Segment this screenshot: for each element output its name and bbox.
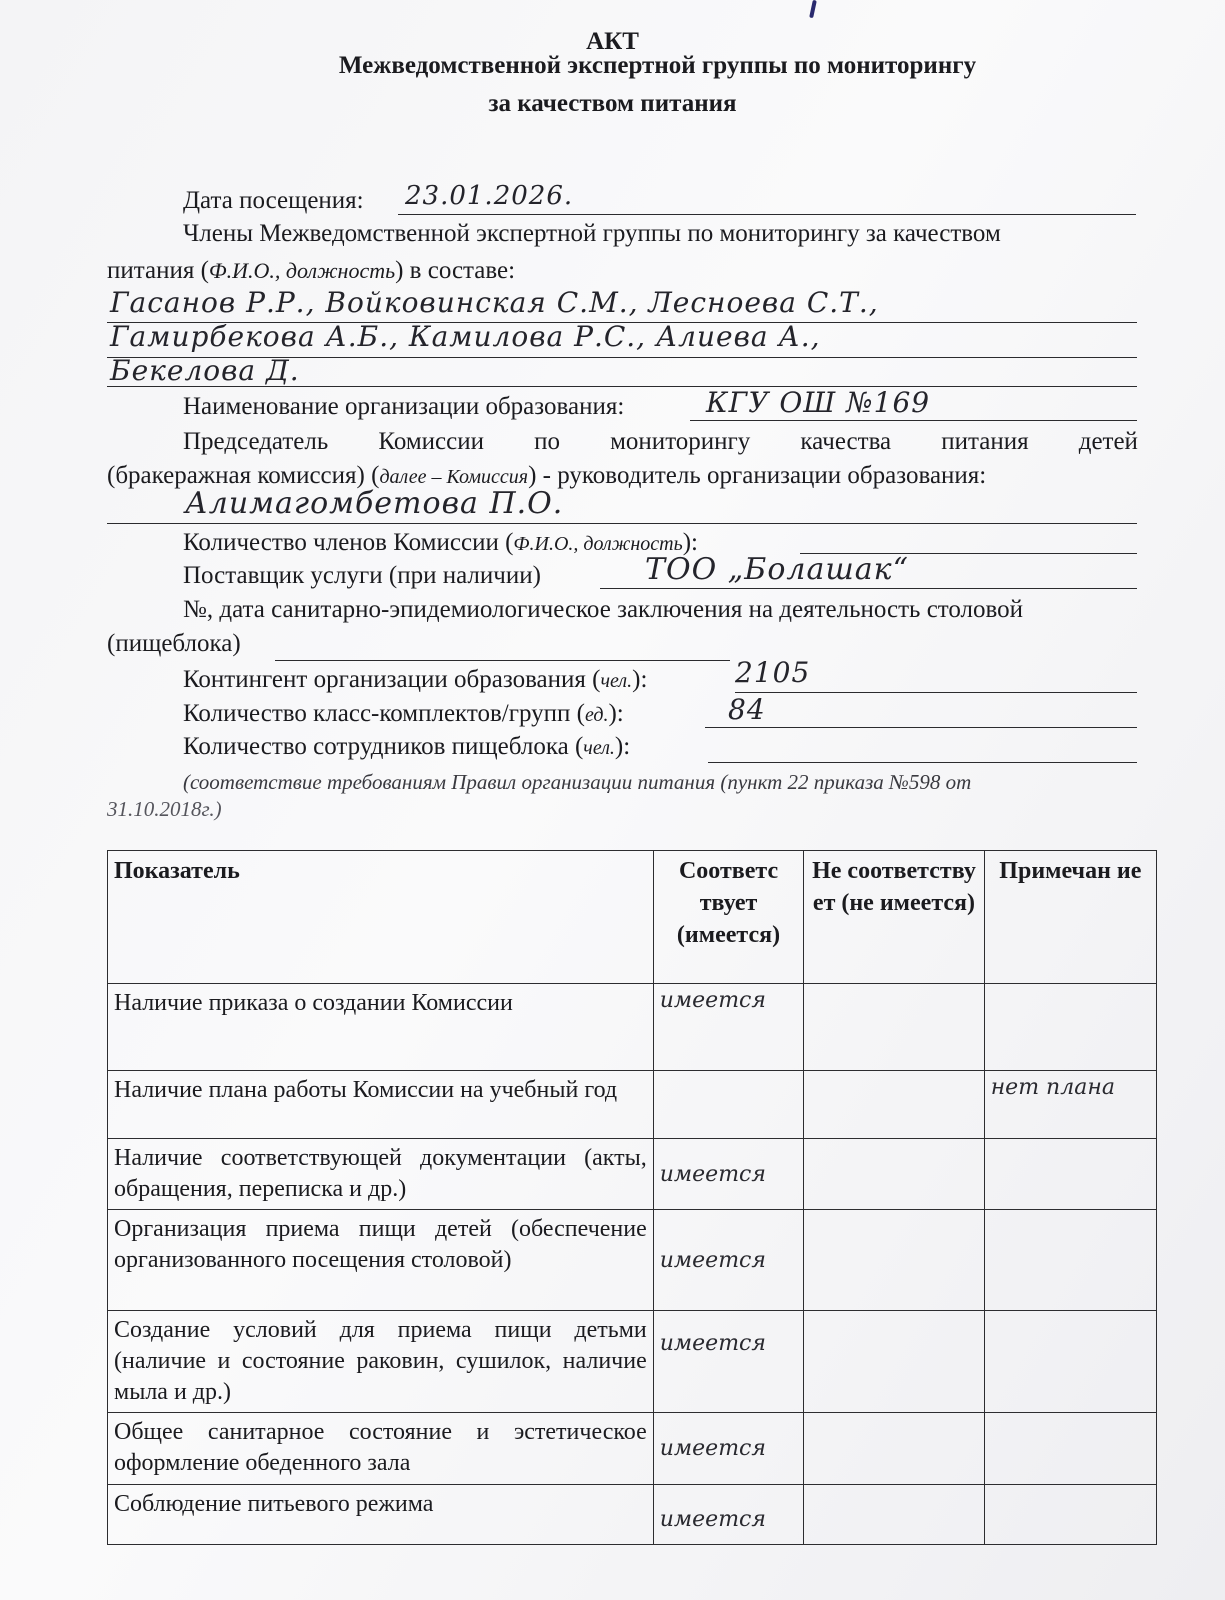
commission-count-text-post: ):	[682, 529, 698, 556]
contingent-text-post: ):	[632, 666, 648, 693]
contingent-underline	[735, 692, 1137, 693]
commission-count-label	[183, 529, 698, 557]
document-subtitle-line2: за качеством питания	[488, 90, 737, 117]
note-cell[interactable]: нет плана	[984, 1071, 1156, 1139]
supplier-label: Поставщик услуги (при наличии)	[183, 562, 541, 589]
members-value-line2[interactable]: Гамирбекова А.Б., Камилова Р.С., Алиева А.,	[110, 320, 821, 353]
regulation-note-line2: 31.10.2018г.)	[107, 797, 222, 821]
monitoring-table	[107, 850, 1157, 1545]
complies-cell[interactable]: имеется	[653, 984, 804, 1071]
chairman-label-word: питания	[941, 428, 1029, 455]
header-indicator: Показатель	[108, 851, 654, 984]
note-cell[interactable]	[984, 1210, 1156, 1311]
table-row	[108, 1139, 1157, 1210]
kitchen-staff-underline[interactable]	[708, 762, 1137, 763]
note-cell[interactable]	[984, 984, 1156, 1071]
contingent-label	[183, 666, 647, 694]
class-sets-underline	[705, 727, 1137, 728]
sanitary-label-line1: №, дата санитарно-эпидемиологическое заключения на деятельность столовой	[183, 596, 1024, 623]
table-row	[108, 1311, 1157, 1413]
kitchen-staff-text-post: ):	[614, 733, 631, 760]
chairman-label-line1	[183, 428, 1138, 456]
chairman-label-word: качества	[800, 428, 892, 455]
supplier-underline	[600, 588, 1137, 589]
class-sets-italic: ед.	[584, 704, 609, 726]
table-row	[108, 1071, 1157, 1139]
contingent-text: Контингент организации образования (	[183, 666, 601, 693]
complies-cell[interactable]: имеется	[653, 1139, 804, 1210]
note-cell[interactable]	[984, 1413, 1156, 1485]
chairman-label-word: детей	[1078, 428, 1138, 455]
kitchen-staff-text: Количество сотрудников пищеблока (	[183, 733, 584, 760]
sanitary-underline[interactable]	[275, 660, 730, 661]
members-label-text-post: ) в составе:	[395, 257, 516, 284]
not-complies-cell[interactable]	[804, 1311, 984, 1413]
table-row	[108, 1413, 1157, 1485]
note-cell[interactable]	[984, 1485, 1156, 1545]
complies-cell[interactable]	[653, 1071, 804, 1139]
indicator-cell: Создание условий для приема пищи детьми (наличие и состояние раковин, сушилок, наличие мыла и др.)	[108, 1311, 654, 1413]
chairman-label-text-post: ) - руководитель организации образования:	[528, 462, 987, 489]
table-row	[108, 1210, 1157, 1311]
table-row	[108, 1485, 1157, 1545]
chairman-label-word: Председатель	[183, 428, 329, 455]
chairman-label-word: по	[534, 428, 560, 455]
regulation-note-line1: (соответствие требованиям Правил организации питания (пункт 22 приказа №598 от	[183, 770, 972, 794]
table-header-row	[108, 851, 1157, 984]
header-note: Примечан ие	[984, 851, 1156, 984]
class-sets-value[interactable]: 84	[728, 693, 766, 726]
chairman-label-text: (бракеражная комиссия) (	[107, 462, 380, 489]
note-cell[interactable]	[984, 1311, 1156, 1413]
indicator-cell: Организация приема пищи детей (обеспечение организованного посещения столовой)	[108, 1210, 654, 1311]
supplier-value[interactable]: ТОО „Болашак“	[645, 552, 909, 587]
indicator-cell: Наличие соответствующей документации (акты, обращения, переписка и др.)	[108, 1139, 654, 1210]
chairman-label-word: мониторингу	[610, 428, 751, 455]
indicator-cell: Наличие плана работы Комиссии на учебный год	[108, 1071, 654, 1139]
contingent-italic: чел.	[600, 670, 633, 692]
class-sets-label	[183, 700, 624, 728]
kitchen-staff-italic: чел.	[583, 737, 615, 759]
not-complies-cell[interactable]	[804, 984, 984, 1071]
table-row	[108, 984, 1157, 1071]
chairman-underline	[107, 523, 1137, 524]
organization-label: Наименование организации образования:	[183, 393, 625, 420]
complies-cell[interactable]: имеется	[653, 1210, 804, 1311]
contingent-value[interactable]: 2105	[735, 656, 811, 689]
chairman-value[interactable]: Алимагомбетова П.О.	[185, 486, 564, 521]
not-complies-cell[interactable]	[804, 1139, 984, 1210]
chairman-label-italic: далее – Комиссия	[379, 466, 529, 488]
not-complies-cell[interactable]	[804, 1210, 984, 1311]
not-complies-cell[interactable]	[804, 1071, 984, 1139]
chairman-label-word: Комиссии	[378, 428, 484, 455]
indicator-cell: Общее санитарное состояние и эстетическое оформление обеденного зала	[108, 1413, 654, 1485]
commission-count-italic: Ф.И.О., должность	[513, 533, 683, 555]
document-subtitle-line1: Межведомственной экспертной группы по мониторингу	[338, 52, 977, 79]
header-complies: Соответс твует (имеется)	[653, 851, 804, 984]
commission-count-text: Количество членов Комиссии (	[183, 529, 514, 556]
note-cell[interactable]	[984, 1139, 1156, 1210]
complies-cell[interactable]: имеется	[653, 1311, 804, 1413]
indicator-cell: Наличие приказа о создании Комиссии	[108, 984, 654, 1071]
header-not-complies: Не соответству ет (не имеется)	[804, 851, 984, 984]
organization-underline	[690, 420, 1137, 421]
members-label-line2	[107, 257, 515, 285]
organization-value[interactable]: КГУ ОШ №169	[706, 386, 931, 419]
kitchen-staff-label	[183, 733, 630, 761]
complies-cell[interactable]: имеется	[653, 1485, 804, 1545]
members-label-text: питания (	[107, 257, 209, 284]
members-value-line3[interactable]: Бекелова Д.	[110, 354, 300, 387]
class-sets-text-post: ):	[608, 700, 624, 727]
visit-date-underline	[398, 214, 1136, 215]
complies-cell[interactable]: имеется	[653, 1413, 804, 1485]
visit-date-value[interactable]: 23.01.2026.	[405, 181, 574, 211]
sanitary-label-line2: (пищеблока)	[107, 630, 241, 657]
indicator-cell: Соблюдение питьевого режима	[108, 1485, 654, 1545]
not-complies-cell[interactable]	[804, 1485, 984, 1545]
visit-date-label: Дата посещения:	[183, 187, 364, 214]
not-complies-cell[interactable]	[804, 1413, 984, 1485]
document-title: АКТ	[586, 28, 639, 55]
members-label-line1: Члены Межведомственной экспертной группы по мониторингу за качеством	[183, 220, 1001, 247]
pen-mark	[809, 0, 817, 18]
class-sets-text: Количество класс-комплектов/групп (	[183, 700, 585, 727]
members-label-italic: Ф.И.О., должность	[208, 258, 396, 283]
members-value-line1[interactable]: Гасанов Р.Р., Войковинская С.М., Лесноева С.Т.,	[110, 286, 879, 319]
